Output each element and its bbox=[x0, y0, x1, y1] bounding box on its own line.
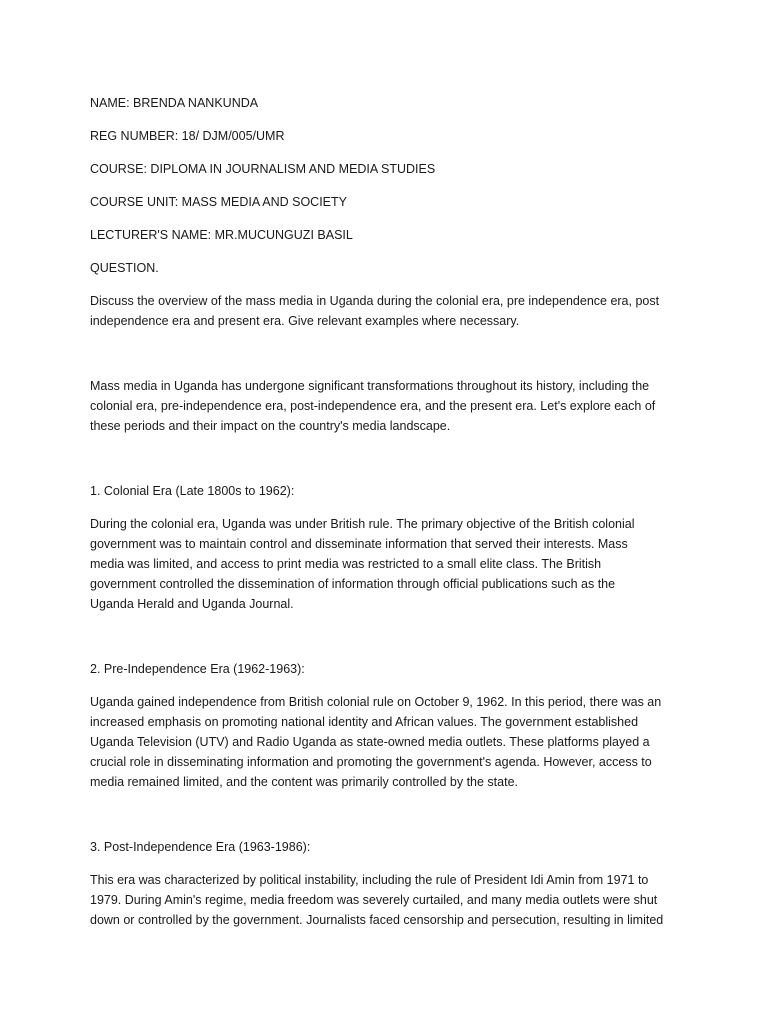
body-line: crucial role in disseminating information and promoting the government's agenda. However, access to bbox=[90, 755, 652, 769]
section-body-colonial bbox=[90, 514, 690, 614]
intro-line: these periods and their impact on the country's media landscape. bbox=[90, 419, 451, 433]
body-line: increased emphasis on promoting national identity and African values. The government established bbox=[90, 715, 639, 729]
question-line: Discuss the overview of the mass media in Uganda during the colonial era, pre independence era, post bbox=[90, 294, 660, 308]
question-text bbox=[90, 291, 690, 331]
section-body-pre-independence bbox=[90, 692, 690, 792]
body-line: 1979. During Amin's regime, media freedom was severely curtailed, and many media outlets were shut bbox=[90, 893, 658, 907]
document-page bbox=[90, 93, 690, 930]
intro-line: colonial era, pre-independence era, post-independence era, and the present era. Let's explore each of bbox=[90, 399, 656, 413]
reg-number: REG NUMBER: 18/ DJM/005/UMR bbox=[90, 129, 285, 143]
section-heading-colonial: 1. Colonial Era (Late 1800s to 1962): bbox=[90, 484, 295, 498]
course-unit: COURSE UNIT: MASS MEDIA AND SOCIETY bbox=[90, 195, 347, 209]
body-line: government controlled the dissemination of information through official publications such as the bbox=[90, 577, 616, 591]
course: COURSE: DIPLOMA IN JOURNALISM AND MEDIA STUDIES bbox=[90, 162, 436, 176]
body-line: media remained limited, and the content was primarily controlled by the state. bbox=[90, 775, 518, 789]
body-line: This era was characterized by political instability, including the rule of President Idi Amin from 1971 to bbox=[90, 873, 649, 887]
body-line: Uganda Herald and Uganda Journal. bbox=[90, 597, 294, 611]
body-line: government was to maintain control and disseminate information that served their interests. Mass bbox=[90, 537, 628, 551]
body-line: media was limited, and access to print media was restricted to a small elite class. The British bbox=[90, 557, 602, 571]
section-heading-post-independence: 3. Post-Independence Era (1963-1986): bbox=[90, 840, 311, 854]
body-line: During the colonial era, Uganda was under British rule. The primary objective of the British colonial bbox=[90, 517, 635, 531]
section-heading-pre-independence: 2. Pre-Independence Era (1962-1963): bbox=[90, 662, 305, 676]
question-line: independence era and present era. Give relevant examples where necessary. bbox=[90, 314, 520, 328]
lecturer-name: LECTURER'S NAME: MR.MUCUNGUZI BASIL bbox=[90, 228, 353, 242]
body-line: Uganda Television (UTV) and Radio Uganda as state-owned media outlets. These platforms played a bbox=[90, 735, 650, 749]
intro-line: Mass media in Uganda has undergone significant transformations throughout its history, including the bbox=[90, 379, 650, 393]
student-name: NAME: BRENDA NANKUNDA bbox=[90, 96, 259, 110]
body-line: down or controlled by the government. Journalists faced censorship and persecution, resulting in limited bbox=[90, 913, 664, 927]
question-label: QUESTION. bbox=[90, 261, 159, 275]
body-line: Uganda gained independence from British colonial rule on October 9, 1962. In this period, there was an bbox=[90, 695, 662, 709]
intro-paragraph bbox=[90, 376, 690, 436]
section-body-post-independence bbox=[90, 870, 690, 930]
